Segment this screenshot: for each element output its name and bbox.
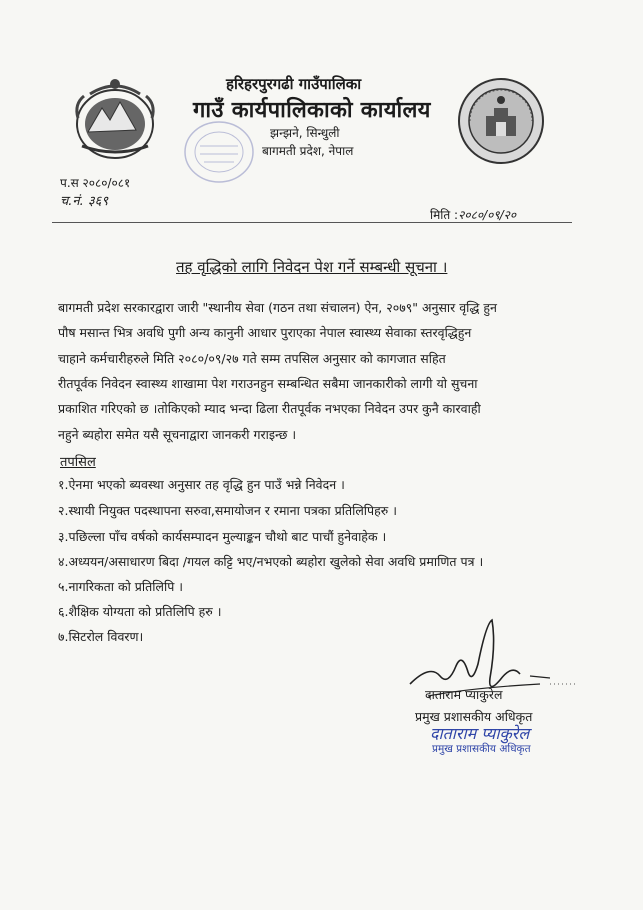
body-line: बागमती प्रदेश सरकारद्वारा जारी "स्थानीय सेवा (गठन तथा संचालन) ऐन, २०७९" अनुसार वृद्धि हुन — [58, 300, 497, 315]
body-line: चाहाने कर्मचारीहरुले मिति २०८०/०९/२७ गते सम्म तपसिल अनुसार को कागजात सहित — [58, 351, 446, 366]
office-title: गाउँ कार्यपालिकाको कार्यालय — [193, 98, 431, 123]
date-label: मिति : — [430, 208, 459, 222]
body-line: रीतपूर्वक निवेदन स्वास्थ्य शाखामा पेश गराउनहुन सम्बन्धित सबैमा जानकारीको लागी यो सुचना — [58, 376, 478, 391]
list-item: २.स्थायी नियुक्त पदस्थापना सरुवा,समायोजन र रमाना पत्रका प्रतिलिपिहरु । — [58, 503, 397, 518]
body-line: पौष मसान्त भित्र अवधि पुगी अन्य कानुनी आधार पुराएका नेपाल स्वास्थ्य सेवाका स्तरवृद्धिहुन — [58, 325, 472, 340]
office-address-line2: बागमती प्रदेश, नेपाल — [262, 144, 354, 158]
municipality-seal-icon — [456, 76, 546, 166]
list-item: ३.पछिल्ला पाँच वर्षको कार्यसम्पादन मुल्याङ्कन चौथो बाट पाचौं हुनेवाहेक । — [58, 529, 387, 544]
signer-title: प्रमुख प्रशासकीय अधिकृत — [415, 709, 533, 724]
date-value: २०८०/०९/२० — [458, 208, 517, 222]
body-line: नहुने ब्यहोरा समेत यसै सूचनाद्वारा जानकरी गराइन्छ । — [58, 427, 297, 442]
notice-subject: तह वृद्धिको लागि निवेदन पेश गर्ने सम्बन्धी सूचना । — [176, 258, 448, 276]
office-address-line1: झन्झने, सिन्धुली — [270, 126, 340, 140]
date-line — [430, 206, 516, 223]
reference-number: प.स २०८०/०८१ — [60, 176, 131, 190]
stamp-title: प्रमुख प्रशासकीय अधिकृत — [432, 743, 531, 755]
faded-stamp-icon — [180, 116, 258, 188]
nepal-government-emblem-icon — [70, 74, 160, 162]
stamp-name: दाताराम प्याकुरेल — [430, 724, 530, 743]
list-item: ६.शैक्षिक योग्यता को प्रतिलिपि हरु । — [58, 604, 222, 619]
header-divider — [52, 222, 572, 223]
list-item: ७.सिटरोल विवरण। — [58, 629, 144, 644]
list-item: १.ऐनमा भएको ब्यवस्था अनुसार तह वृद्धि हुन पाउँ भन्ने निवेदन । — [58, 477, 345, 492]
signer-name: दाताराम प्याकुरेल — [425, 687, 503, 702]
list-heading: तपसिल — [60, 455, 96, 470]
dispatch-number: च.नं. ३६९ — [60, 194, 109, 209]
list-item: ४.अध्ययन/असाधारण बिदा /गयल कट्टि भए/नभएको ब्यहोरा खुलेको सेवा अवधि प्रमाणित पत्र । — [58, 554, 484, 569]
office-name: हरिहरपुरगढी गाउँपालिका — [226, 75, 362, 93]
body-line: प्रकाशित गरिएको छ ।तोकिएको म्याद भन्दा ढिला रीतपूर्वक नभएका निवेदन उपर कुनै कारवाही — [58, 401, 481, 416]
list-item: ५.नागरिकता को प्रतिलिपि । — [58, 579, 184, 594]
